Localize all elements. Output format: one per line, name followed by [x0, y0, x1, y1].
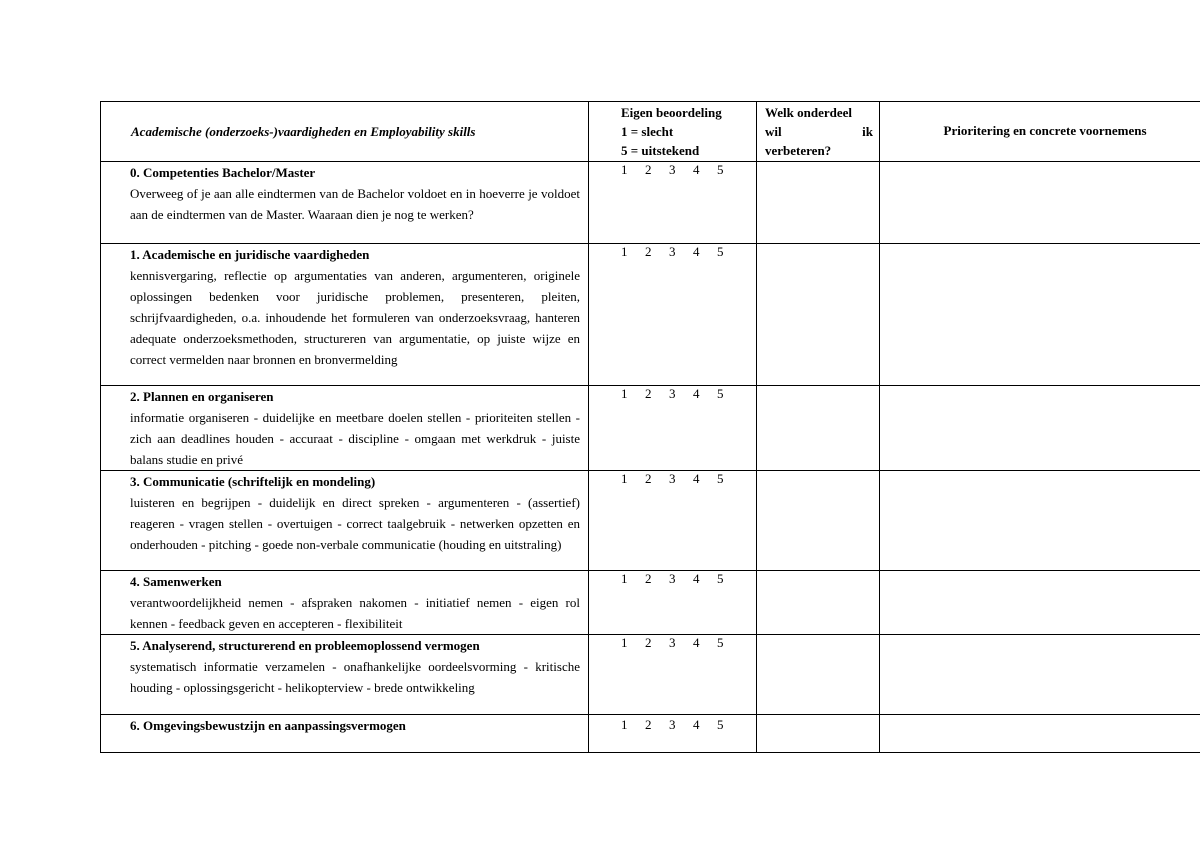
table-row [101, 571, 1200, 635]
table-row [101, 471, 1200, 571]
rating-option[interactable]: 1 [621, 717, 628, 732]
table-row [101, 715, 1200, 753]
rating-option[interactable]: 3 [669, 635, 676, 650]
rating-option[interactable]: 5 [717, 717, 724, 732]
table-row [101, 386, 1200, 471]
improve-cell[interactable] [757, 162, 880, 244]
rating-option[interactable]: 1 [621, 162, 628, 177]
rating-option[interactable]: 1 [621, 571, 628, 586]
rating-option[interactable]: 3 [669, 571, 676, 586]
rating-option[interactable]: 2 [645, 471, 652, 486]
rating-option[interactable]: 4 [693, 162, 700, 177]
improve-cell[interactable] [757, 635, 880, 715]
improve-cell[interactable] [757, 386, 880, 471]
improve-cell[interactable] [757, 244, 880, 386]
skill-title: 5. Analyserend, structurerend en probleemoplossend vermogen [130, 638, 480, 653]
header-eigen-line2: 1 = slecht [621, 124, 674, 139]
priority-cell[interactable] [880, 635, 1200, 715]
rating-option[interactable]: 1 [621, 635, 628, 650]
header-row [101, 102, 1200, 162]
header-skills-title: Academische (onderzoeks-)vaardigheden en Employability skills [131, 124, 476, 139]
rating-option[interactable]: 3 [669, 162, 676, 177]
rating-option[interactable]: 4 [693, 244, 700, 259]
skill-title: 1. Academische en juridische vaardigheden [130, 247, 370, 262]
priority-cell[interactable] [880, 715, 1200, 753]
rating-option[interactable]: 2 [645, 571, 652, 586]
header-eigen-line1: Eigen beoordeling [621, 105, 722, 120]
header-welk-line2a: wil [765, 124, 782, 139]
skill-description: kennisvergaring, reflectie op argumentaties van anderen, argumenteren, originele oplossingen bedenken voor juridische problemen, presenteren, pleiten, schrijfvaardigheden, o.a. inhoudende het formuleren van onderzoeksvraag, hanteren adequate onderzoeksmethoden, structureren van argumentatie, op juiste wijze en correct vermelden naar bronnen en bronvermelding [130, 268, 580, 367]
rating-option[interactable]: 1 [621, 471, 628, 486]
header-eigen-cell [589, 102, 757, 162]
rating-option[interactable]: 5 [717, 471, 724, 486]
rating-option[interactable]: 3 [669, 717, 676, 732]
skill-description: informatie organiseren - duidelijke en meetbare doelen stellen - prioriteiten stellen - zich aan deadlines houden - accuraat - discipline - omgaan met werkdruk - juiste balans studie en privé [130, 410, 580, 467]
rating-option[interactable]: 2 [645, 162, 652, 177]
priority-cell[interactable] [880, 386, 1200, 471]
self-assessment-table [100, 101, 1200, 753]
rating-scale [589, 635, 756, 651]
rating-option[interactable]: 2 [645, 635, 652, 650]
rating-option[interactable]: 5 [717, 571, 724, 586]
rating-scale [589, 715, 756, 733]
improve-cell[interactable] [757, 471, 880, 571]
skill-title: 0. Competenties Bachelor/Master [130, 165, 316, 180]
rating-option[interactable]: 3 [669, 386, 676, 401]
rating-option[interactable]: 4 [693, 717, 700, 732]
table-row [101, 635, 1200, 715]
header-welk-line1: Welk onderdeel [765, 105, 853, 120]
rating-scale [589, 244, 756, 260]
skill-description: verantwoordelijkheid nemen - afspraken nakomen - initiatief nemen - eigen rol kennen - feedback geven en accepteren - flexibiliteit [130, 595, 580, 631]
table-row [101, 162, 1200, 244]
rating-option[interactable]: 1 [621, 244, 628, 259]
rating-option[interactable]: 1 [621, 386, 628, 401]
rating-option[interactable]: 4 [693, 571, 700, 586]
header-welk-cell [757, 102, 880, 162]
skill-description: luisteren en begrijpen - duidelijk en direct spreken - argumenteren - (assertief) reageren - vragen stellen - overtuigen - correct taalgebruik - netwerken opzetten en onderhouden - pitching - goede non-verbale communicatie (houding en uitstraling) [130, 495, 580, 552]
rating-option[interactable]: 5 [717, 162, 724, 177]
rating-option[interactable]: 4 [693, 635, 700, 650]
skill-title: 2. Plannen en organiseren [130, 389, 274, 404]
rating-option[interactable]: 4 [693, 471, 700, 486]
improve-cell[interactable] [757, 715, 880, 753]
rating-option[interactable]: 5 [717, 386, 724, 401]
header-prio-cell [880, 102, 1200, 162]
rating-scale [589, 386, 756, 402]
header-welk-line2b: ik [862, 124, 873, 139]
header-eigen-line3: 5 = uitstekend [621, 143, 700, 158]
skill-description: Overweeg of je aan alle eindtermen van de Bachelor voldoet en in hoeverre je voldoet aan de eindtermen van de Master. Waaraan dien je nog te werken? [130, 186, 580, 222]
improve-cell[interactable] [757, 571, 880, 635]
rating-option[interactable]: 2 [645, 717, 652, 732]
skill-title: 3. Communicatie (schriftelijk en mondeling) [130, 474, 376, 489]
table-row [101, 244, 1200, 386]
header-prioritering: Prioritering en concrete voornemens [943, 123, 1147, 138]
rating-option[interactable]: 2 [645, 386, 652, 401]
skill-title: 6. Omgevingsbewustzijn en aanpassingsvermogen [130, 718, 406, 733]
rating-option[interactable]: 4 [693, 386, 700, 401]
rating-option[interactable]: 5 [717, 244, 724, 259]
rating-option[interactable]: 3 [669, 244, 676, 259]
rating-option[interactable]: 2 [645, 244, 652, 259]
rating-scale [589, 162, 756, 178]
priority-cell[interactable] [880, 471, 1200, 571]
header-welk-line3: verbeteren? [765, 143, 832, 158]
priority-cell[interactable] [880, 244, 1200, 386]
rating-scale [589, 471, 756, 487]
priority-cell[interactable] [880, 571, 1200, 635]
header-skills-cell [101, 102, 589, 162]
skill-title: 4. Samenwerken [130, 574, 222, 589]
priority-cell[interactable] [880, 162, 1200, 244]
rating-option[interactable]: 5 [717, 635, 724, 650]
skill-description: systematisch informatie verzamelen - onafhankelijke oordeelsvorming - kritische houding - oplossingsgericht - helikopterview - brede ontwikkeling [130, 659, 580, 695]
rating-option[interactable]: 3 [669, 471, 676, 486]
rating-scale [589, 571, 756, 587]
